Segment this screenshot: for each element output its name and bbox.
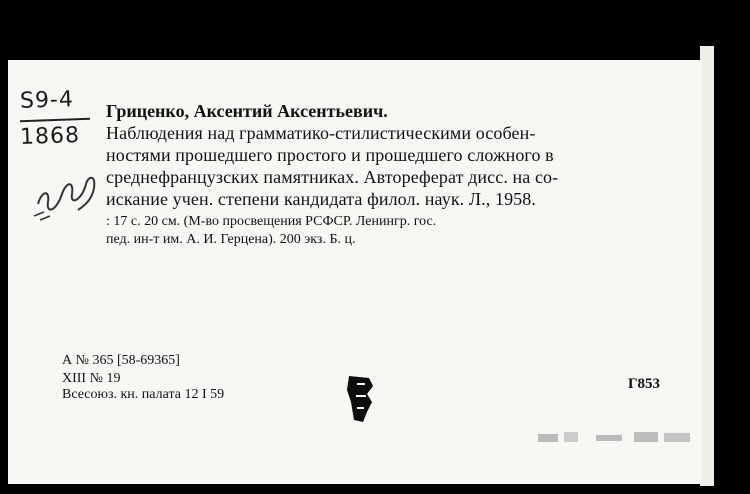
footer-line-3: Всесоюз. кн. палата 12 I 59: [62, 387, 225, 402]
catalog-code: Г853: [628, 376, 661, 392]
author-heading: Гриценко, Аксентий Аксентьевич.: [106, 101, 388, 121]
title-line-4: искание учен. степени кандидата филол. наук. Л., 1958.: [106, 189, 536, 209]
ink-stamp: [345, 372, 375, 426]
card-edge: [700, 46, 714, 486]
call-number-top: S9-4: [19, 87, 75, 114]
title-line-2: ностями прошедшего простого и прошедшего сложного в: [106, 145, 554, 165]
footer-line-1: А № 365 [58-69365]: [62, 353, 180, 368]
title-line-1: Наблюдения над грамматико-стилистическими особен-: [106, 123, 536, 143]
footer-line-2: XIII № 19: [62, 371, 121, 386]
pencil-scribble: [30, 160, 106, 226]
call-number-bottom: 1868: [19, 122, 81, 151]
scan-noise: [534, 426, 694, 446]
title-line-3: среднефранцузских памятниках. Автореферат дисс. на со-: [106, 167, 559, 187]
collation-line-1: : 17 с. 20 см. (М-во просвещения РСФСР. Ленингр. гос.: [106, 214, 437, 229]
collation-line-2: пед. ин-т им. А. И. Герцена). 200 экз. Б. ц.: [106, 232, 356, 247]
